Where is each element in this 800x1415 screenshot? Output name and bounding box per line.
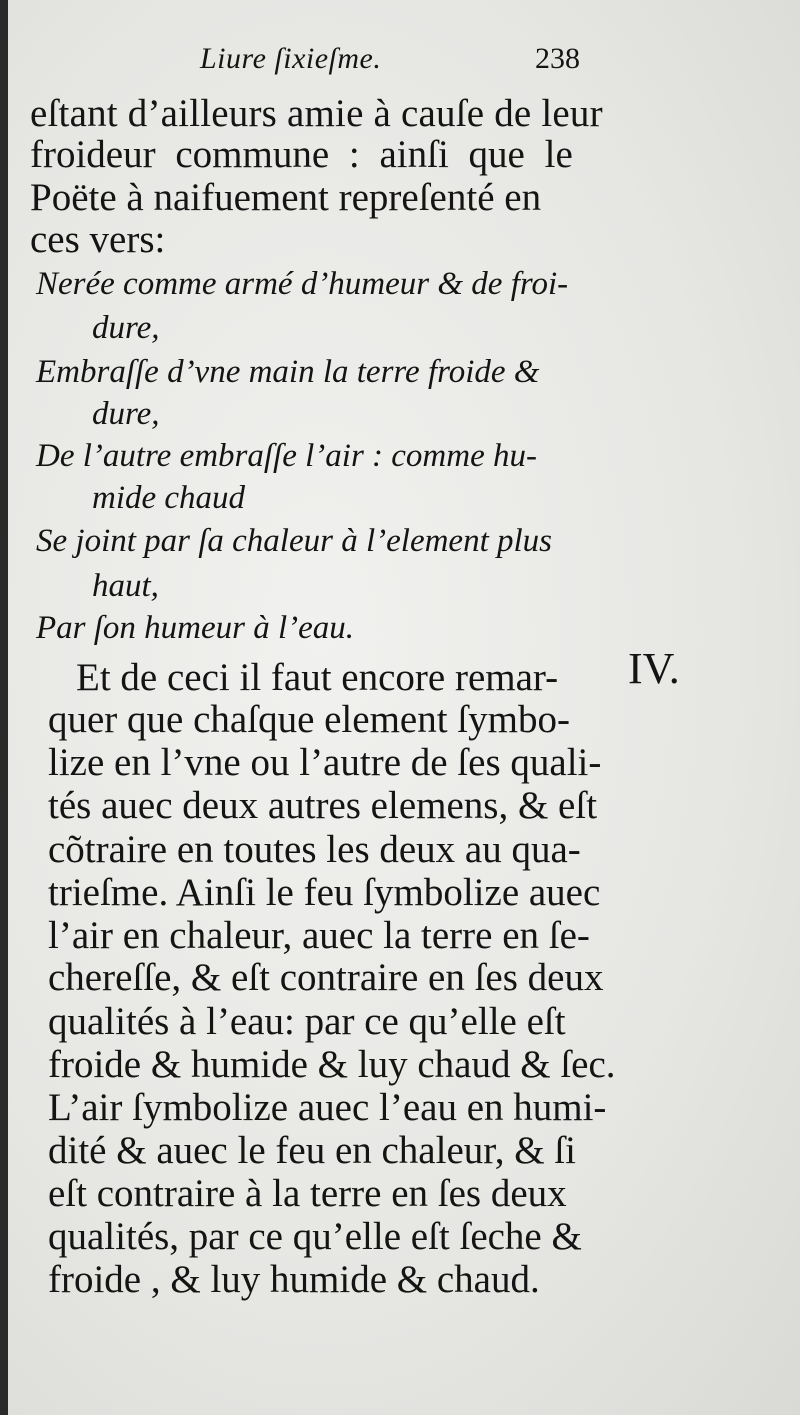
- text-line: Et de ceci il faut encore remar-: [76, 656, 559, 699]
- verse-line: dure,: [92, 310, 160, 346]
- verse-line: Par ſon humeur à l’eau.: [36, 610, 355, 646]
- text-line: chereſſe, & eſt contraire en ſes deux: [48, 956, 604, 999]
- verse-line: mide chaud: [92, 480, 246, 516]
- text-line: ces vers:: [30, 218, 166, 261]
- text-line: qualités à l’eau: par ce qu’elle eſt: [48, 1000, 566, 1043]
- text-line: eſt contraire à la terre en ſes deux: [48, 1172, 567, 1215]
- running-title: Liure ſixieſme.: [200, 42, 382, 75]
- text-line: froide & humide & luy chaud & ſec.: [48, 1043, 616, 1086]
- verse-line: dure,: [92, 396, 160, 432]
- text-line: qualités, par ce qu’elle eſt ſeche &: [48, 1215, 582, 1258]
- text-line: froide , & luy humide & chaud.: [48, 1258, 540, 1301]
- page-number: 238: [535, 42, 580, 75]
- text-line: lize en l’vne ou l’autre de ſes quali-: [48, 741, 602, 784]
- margin-section-number: IV.: [628, 644, 680, 693]
- verse-line: Nerée comme armé d’humeur & de froi-: [36, 266, 569, 302]
- verse-line: Se joint par ſa chaleur à l’element plus: [36, 523, 552, 559]
- text-line: dité & auec le feu en chaleur, & ſi: [48, 1129, 576, 1172]
- text-line: cõtraire en toutes les deux au qua-: [48, 828, 581, 871]
- page-edge-shadow: [0, 0, 8, 1415]
- text-line: froideur commune : ainſi que le: [30, 133, 573, 176]
- text-line: Poëte à naifuement repreſenté en: [30, 176, 542, 219]
- text-line: eſtant d’ailleurs amie à cauſe de leur: [30, 92, 603, 135]
- text-line: l’air en chaleur, auec la terre en ſe-: [48, 914, 590, 957]
- verse-line: haut,: [92, 568, 159, 604]
- verse-line: Embraſſe d’vne main la terre froide &: [36, 354, 540, 390]
- text-line: tés auec deux autres elemens, & eſt: [48, 784, 598, 827]
- verse-line: De l’autre embraſſe l’air : comme hu-: [36, 438, 537, 474]
- text-line: trieſme. Ainſi le feu ſymbolize auec: [48, 871, 601, 914]
- text-line: quer que chaſque element ſymbo-: [48, 698, 570, 741]
- text-line: L’air ſymbolize auec l’eau en humi-: [48, 1086, 607, 1129]
- page-header: [0, 40, 800, 90]
